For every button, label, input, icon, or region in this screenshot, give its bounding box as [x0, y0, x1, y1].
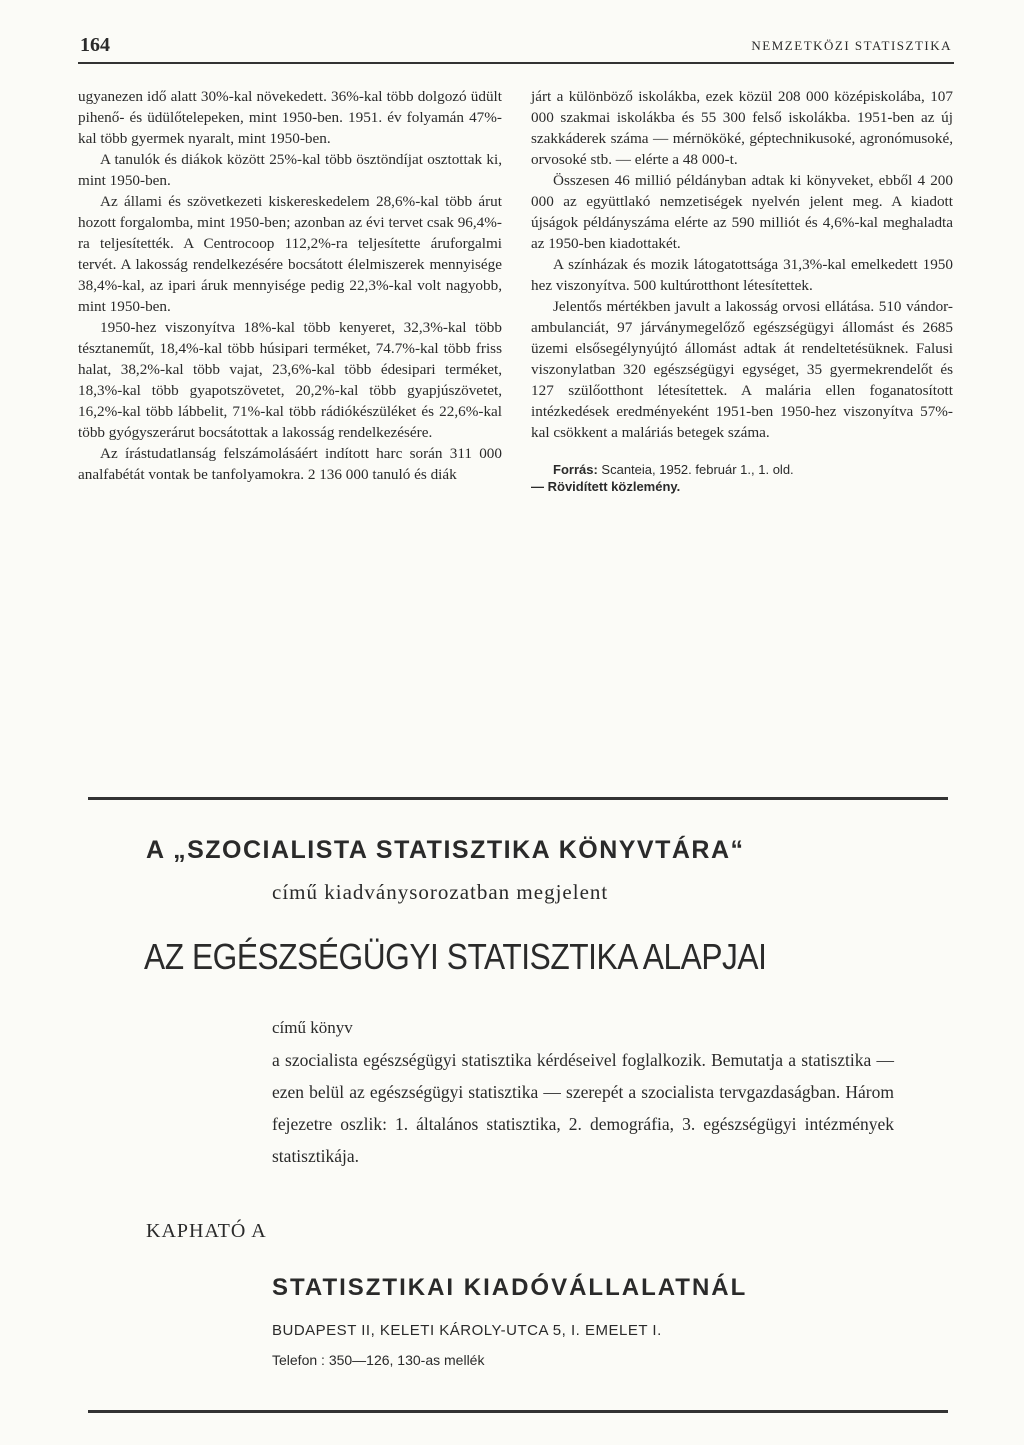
source-abridged: — Rövidített közlemény. — [531, 479, 681, 494]
paragraph: Jelentős mértékben javult a lakosság orvosi ellátása. 510 vándor-ambulanciát, 97 járványmegelőző egészségügyi állomást és 2685 üzemi elsősegélynyújtó állomást adtak át rendeltetésüknek. Falusi viszonylatban 320 egészségügyi egységet, 35 gyermekrendelőt és 127 szülőotthont létesítettek. A malária ellen foganatosított intézkedések eredményeként 1951-ben 1950-hez viszonyítva 57%-kal csökkent a maláriás betegek száma. — [531, 298, 953, 441]
right-column — [531, 86, 953, 495]
publisher-name: STATISZTIKAI KIADÓVÁLLALATNÁL — [272, 1274, 748, 1301]
paragraph: járt a különböző iskolákba, ezek közül 208 000 középiskolába, 107 000 szakmai iskolákba és 55 300 felső iskolákba. 1951-ben az új szakkáderek száma — mérnököké, géptechnikusoké, agronómusoké, orvosoké stb. — elérte a 48 000-t. — [531, 88, 953, 168]
page-number: 164 — [80, 34, 110, 56]
paragraph: 1950-hez viszonyítva 18%-kal több kenyeret, 32,3%-kal több tésztaneműt, 18,4%-kal több húsipari terméket, 74.7%-kal több friss halat, 38,2%-kal több vajat, 23,6%-kal több édesipari terméket, 18,3%-kal több gyapotszövetet, 20,2%-kal több gyapjúszövetet, 16,2%-kal több lábbelit, 71%-kal több rádiókészüléket és 22,6%-kal több gyógyszerárut bocsátottak a lakosság rendelkezésére. — [78, 319, 502, 441]
source-label: Forrás: — [553, 462, 598, 477]
left-column — [78, 86, 502, 485]
publisher-address: BUDAPEST II, KELETI KÁROLY-UTCA 5, I. EMELET I. — [272, 1322, 662, 1339]
source-note — [531, 461, 953, 495]
paragraph: A színházak és mozik látogatottsága 31,3%-kal emelkedett 1950 hez viszonyítva. 500 kultúrotthont létesítettek. — [531, 256, 953, 294]
book-description: a szocialista egészségügyi statisztika kérdéseivel foglalkozik. Bemutatja a statisztika — ezen belül az egészségügyi statisztika — szerepét a szocialista tervgazdaságban. Három fejezetre oszlik: 1. általános statisztika, 2. demográfia, 3. egészségügyi intézmények statisztikája. — [272, 1050, 894, 1166]
paragraph: Az állami és szövetkezeti kiskereskedelem 28,6%-kal több árut hozott forgalomba, mint 1950-ben; azonban az évi tervet csak 96,4%-ra teljesítették. A Centrocoop 112,2%-ra teljesítette áruforgalmi tervét. A lakosság rendelkezésére bocsátott élelmiszerek mennyisége 38,4%-kal, az ipari áruk mennyisége pedig 22,3%-kal volt nagyobb, mint 1950-ben. — [78, 193, 502, 315]
book-title: AZ EGÉSZSÉGÜGYI STATISZTIKA ALAPJAI — [144, 936, 767, 977]
publisher-phone: Telefon : 350—126, 130-as mellék — [272, 1352, 485, 1368]
source-text: Scanteia, 1952. február 1., 1. old. — [601, 462, 794, 477]
book-intro: című könyv — [272, 1018, 353, 1037]
series-heading: A „SZOCIALISTA STATISZTIKA KÖNYVTÁRA“ — [146, 836, 745, 864]
paragraph: ugyanezen idő alatt 30%-kal növekedett. 36%-kal több dolgozó üdült pihenő- és üdülőtelepeken, mint 1950-ben. 1951. év folyamán 47%-kal több gyermek nyaralt, mint 1950-ben. — [78, 88, 502, 147]
available-at: KAPHATÓ A — [146, 1220, 267, 1242]
paragraph: Az írástudatlanság felszámolásáért indított harc során 311 000 analfabétát vontak be tanfolyamokra. 2 136 000 tanuló és diák — [78, 445, 502, 483]
page-header — [80, 34, 952, 58]
series-subtitle: című kiadványsorozatban megjelent — [272, 880, 609, 904]
header-rule — [78, 62, 954, 64]
paragraph: A tanulók és diákok között 25%-kal több ösztöndíjat osztottak ki, mint 1950-ben. — [78, 151, 502, 189]
paragraph: Összesen 46 millió példányban adtak ki könyveket, ebből 4 200 000 az együttlakó nemzetiségek nyelvén jelent meg. A kiadott újságok példányszáma elérte az 590 milliót és 4,6%-kal meghaladta az 1950-ben kiadottakét. — [531, 172, 953, 252]
book-advertisement — [88, 797, 948, 1413]
running-title: NEMZETKÖZI STATISZTIKA — [751, 38, 952, 53]
